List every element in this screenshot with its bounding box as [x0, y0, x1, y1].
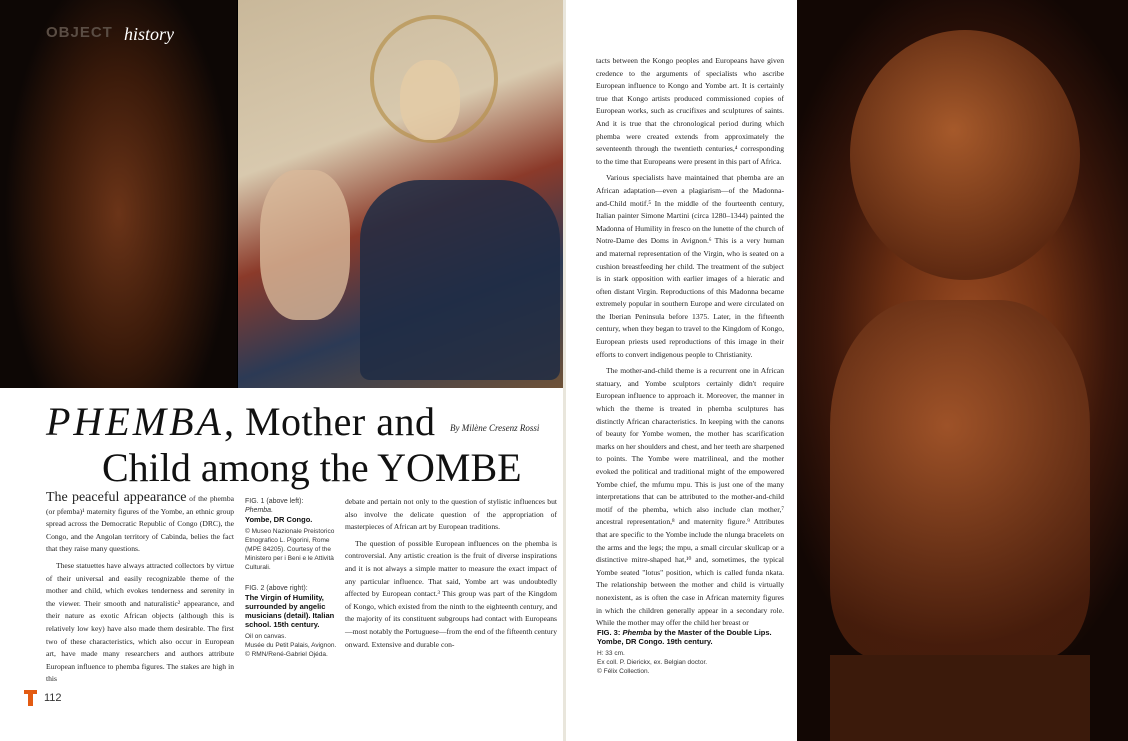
- statue-body: [830, 300, 1090, 660]
- fig1-credit: © Museo Nazionale Preistorico Etnografico L. Pigorini, Rome (MPE 84205). Courtesy of the Ministero per i Beni e le Attività Culturali.: [245, 528, 335, 571]
- fig3-title: by the Master of the Double Lips. Yombe, DR Congo. 19th century.: [597, 628, 772, 646]
- fig3-name: Phemba: [622, 628, 652, 637]
- lede: The peaceful appearance: [46, 490, 187, 505]
- madonna-robe: [360, 180, 560, 380]
- fig3-label: FIG. 3:: [597, 628, 621, 637]
- fig2-label: FIG. 2 (above right):: [245, 585, 308, 592]
- captions-column: [245, 497, 337, 659]
- statue-head: [850, 30, 1080, 280]
- fig2-credit: Musée du Petit Palais, Avignon. © RMN/René-Gabriel Ojéda.: [245, 642, 337, 658]
- fig2-title: The Virgin of Humility, surrounded by angelic musicians (detail). Italian school. 15th century.: [245, 593, 335, 629]
- body-column-3: [345, 496, 557, 655]
- fig3-collection: © Félix Collection.: [597, 668, 650, 675]
- paragraph: The mother-and-child theme is a recurrent one in African statuary, and Yombe sculptors certainly didn't require European influence to approach it. Moreover, the manner in which the theme is treated in phemba sculptures has distinctly African characteristics. In keeping with the canons of beauty for Yombe women, the mother has scarification marks on her shoulders and chest, and her teeth are sharpened to points. The Yombe were matrilineal, and the mother evoked the political and traditional might of the empowered Yombe chief, the mfumu mpu. This is just one of the many interpretations that can be attributed to the mother-and-child motif of the phemba, which also include clan mother,⁷ ancestral representation,⁸ and maternity figure.⁹ Attributes that are specific to the Yombe include the nlunga bracelets on the arms and the legs; the mpu, a small circular skullcap or a distinctive mitre-shaped hat,¹⁰ and, sometimes, the typical Yombe seated "lotus" position, which is called funda nkata. The relationship between the mother and child is virtually nonexistent, as is often the case in African maternity figures in which the children generally appear in a secondary role. While the mother may offer the child her breast or: [596, 366, 784, 628]
- subsection-label: history: [124, 24, 175, 44]
- paragraph: debate and pertain not only to the question of stylistic influences but also involve the delicate question of the appropriation of masterpieces of African art by European traditions.: [345, 497, 557, 532]
- madonna-child: [260, 170, 350, 320]
- paragraph: tacts between the Kongo peoples and Europeans have given credence to the arguments of specialists who ascribe European influence to Kongo and Yombe art. It is certainly true that Kongo artists produced commissioned copies of European works, such as crucifixes and sculptures of saints. And it is true that the chronological period during which phemba were created extends from approximately the seventeenth through the twentieth centuries,⁴ corresponding to the time that Europeans were present in this part of Africa.: [596, 56, 784, 166]
- fig3-heading: [597, 628, 797, 646]
- fig1-origin: Yombe, DR Congo.: [245, 515, 313, 524]
- body-column-4: [596, 55, 784, 634]
- section-label: OBJECT: [46, 24, 113, 41]
- fig1-name: Phemba.: [245, 507, 274, 514]
- paragraph: These statuettes have always attracted collectors by virtue of their universal and easily recognizable theme of the mother and child, which evokes tenderness and serenity in the viewer. Their smooth and naturalistic² appearance, and their nature as exotic African objects (although this is relatively low key) have also made them desirable. The first two of these characteristics, which also occur in European art, have made many researchers and authors attribute European influence to phemba figures. The stakes are high in this: [46, 560, 234, 684]
- phemba-statue-photo-small: [0, 0, 237, 388]
- body-column-1: [46, 492, 234, 690]
- page-spine: [563, 0, 566, 741]
- fig3-height: H: 33 cm.: [597, 650, 625, 657]
- paragraph: The question of possible European influences on the phemba is controversial. Any artistic creation is the fruit of diverse inspirations and it is not always a simple matter to measure the exact impact of any particular influence. That said, Yombe art was undoubtedly affected by European contact.³ This group was part of the Kingdom of Kongo, which existed from the ninth to the eighteenth century, and the majority of its constituent subgroups had contact with Europeans—most notably the Portuguese—from the end of the fifteenth century onward. Extensive and durable con-: [345, 538, 557, 649]
- statue-base: [830, 655, 1090, 741]
- title-rest: , Mother and: [223, 399, 436, 444]
- byline: By Milène Cresenz Rossi: [450, 423, 540, 433]
- lede-rest: of the phemba (or pfemba)¹ maternity figures of the Yombe, an ethnic group spread across the Democratic Republic of Congo (DRC), the Congo, and the Angolan territory of Cabinda, belies the fact that they raise many questions.: [46, 494, 234, 554]
- madonna-face: [400, 60, 460, 140]
- page-number: 112: [44, 692, 62, 704]
- article-title-line2: Child among the YOMBE: [102, 445, 522, 490]
- article-title-line1: [46, 398, 435, 445]
- fig1-label: FIG. 1 (above left):: [245, 498, 304, 505]
- magazine-logo-icon: [24, 690, 37, 706]
- fig2-medium: Oil on canvas.: [245, 633, 287, 640]
- title-italic: PHEMBA: [46, 399, 224, 444]
- paragraph: [46, 492, 234, 556]
- fig3-provenance: Ex coll. P. Dierickx, ex. Belgian doctor.: [597, 659, 708, 666]
- paragraph: Various specialists have maintained that phemba are an African adaptation—even a plagiarism—of the Madonna-and-Child motif.⁵ In the middle of the fourteenth century, Italian painter Simone Martini (circa 1280–1344) painted the Madonna of Humility in fresco on the lunette of the church of Notre-Dame des Doms in Avignon.⁶ This is a very human and maternal representation of the Virgin, who is seated on a cushion breastfeeding her child. The treatment of the subject is in stark opposition with earlier images of a hieratic and often distant Virgin. Reproductions of this Madonna became extremely popular in southern Europe and were circulated on the Iberian Peninsula before 1375. Later, in the fifteenth century, when they began to travel to the Kingdom of Kongo, European priests used reproductions of this image in their efforts to convert indigenous people to Christianity.: [596, 173, 784, 359]
- fig3-caption: [597, 628, 797, 676]
